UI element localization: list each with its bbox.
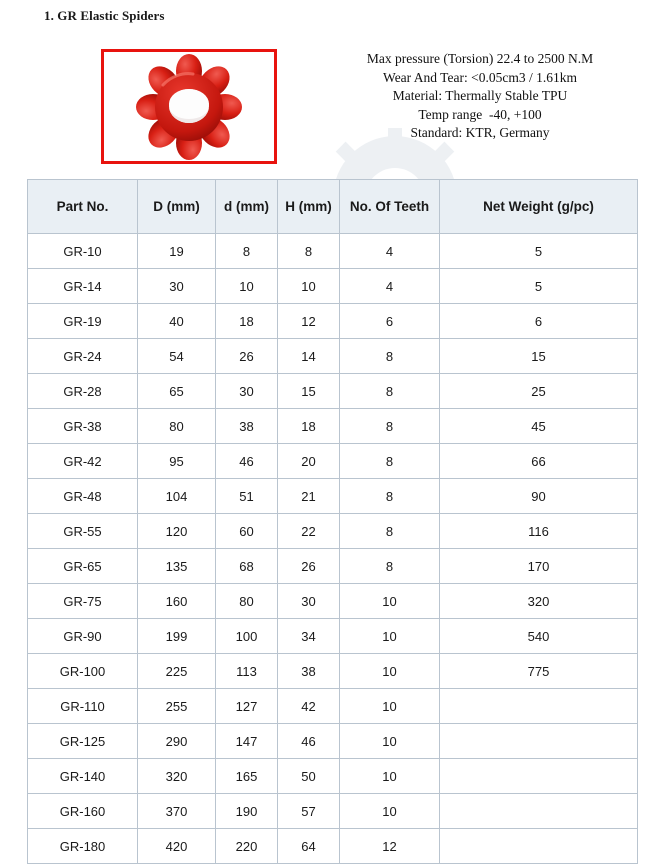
table-cell: 160: [138, 584, 216, 619]
table-row: [28, 514, 638, 549]
spec-line-pressure: Max pressure (Torsion) 22.4 to 2500 N.M: [366, 51, 594, 66]
table-cell: 38: [216, 409, 278, 444]
table-cell: 10: [340, 759, 440, 794]
table-cell: [440, 724, 638, 759]
cell-part-no: GR-48: [28, 479, 138, 514]
table-cell: 147: [216, 724, 278, 759]
table-cell: 80: [138, 409, 216, 444]
cell-part-no: GR-180: [28, 829, 138, 864]
table-cell: 12: [278, 304, 340, 339]
table-row: [28, 234, 638, 269]
table-cell: 45: [440, 409, 638, 444]
column-header-D: D (mm): [138, 180, 216, 234]
cell-part-no: GR-100: [28, 654, 138, 689]
table-cell: 116: [440, 514, 638, 549]
table-row: [28, 444, 638, 479]
table-cell: 26: [216, 339, 278, 374]
cell-part-no: GR-65: [28, 549, 138, 584]
table-cell: 8: [278, 234, 340, 269]
table-cell: 57: [278, 794, 340, 829]
table-cell: 66: [440, 444, 638, 479]
table-cell: 5: [440, 234, 638, 269]
table-cell: 4: [340, 234, 440, 269]
table-cell: 100: [216, 619, 278, 654]
table-cell: 30: [216, 374, 278, 409]
table-cell: 14: [278, 339, 340, 374]
table-cell: 135: [138, 549, 216, 584]
table-cell: [440, 829, 638, 864]
column-header-H: H (mm): [278, 180, 340, 234]
table-row: [28, 829, 638, 864]
table-cell: [440, 759, 638, 794]
table-cell: 8: [340, 374, 440, 409]
cell-part-no: GR-110: [28, 689, 138, 724]
spec-line-temp: Temp range -40, +100: [418, 106, 542, 122]
column-header-d: d (mm): [216, 180, 278, 234]
table-cell: 25: [440, 374, 638, 409]
table-cell: 420: [138, 829, 216, 864]
table-cell: 40: [138, 304, 216, 339]
table-cell: 19: [138, 234, 216, 269]
table-cell: 10: [340, 794, 440, 829]
table-cell: 10: [340, 689, 440, 724]
product-specifications: [330, 50, 630, 143]
table-row: [28, 584, 638, 619]
table-cell: 51: [216, 479, 278, 514]
table-cell: 10: [340, 619, 440, 654]
table-cell: 30: [138, 269, 216, 304]
table-row: [28, 759, 638, 794]
elastic-spider-illustration: [104, 52, 274, 161]
table-cell: 6: [340, 304, 440, 339]
column-header-net-weight: Net Weight (g/pc): [440, 180, 638, 234]
cell-part-no: GR-28: [28, 374, 138, 409]
table-cell: 290: [138, 724, 216, 759]
table-row: [28, 269, 638, 304]
table-cell: 8: [340, 339, 440, 374]
table-row: [28, 374, 638, 409]
column-header-part-no: Part No.: [28, 180, 138, 234]
table-cell: 64: [278, 829, 340, 864]
table-row: [28, 689, 638, 724]
table-cell: 120: [138, 514, 216, 549]
table-row: [28, 794, 638, 829]
table-cell: 60: [216, 514, 278, 549]
table-cell: 22: [278, 514, 340, 549]
table-cell: 320: [440, 584, 638, 619]
page-title: 1. GR Elastic Spiders: [44, 8, 165, 23]
table-cell: 34: [278, 619, 340, 654]
table-cell: [440, 689, 638, 724]
cell-part-no: GR-75: [28, 584, 138, 619]
table-cell: 220: [216, 829, 278, 864]
table-cell: 10: [340, 654, 440, 689]
table-cell: 104: [138, 479, 216, 514]
spec-line-wear: Wear And Tear: <0.05cm3 / 1.61km: [383, 69, 577, 85]
table-cell: 8: [340, 514, 440, 549]
table-cell: 199: [138, 619, 216, 654]
cell-part-no: GR-38: [28, 409, 138, 444]
table-cell: 68: [216, 549, 278, 584]
cell-part-no: GR-24: [28, 339, 138, 374]
table-cell: 255: [138, 689, 216, 724]
table-cell: 170: [440, 549, 638, 584]
cell-part-no: GR-14: [28, 269, 138, 304]
table-cell: 6: [440, 304, 638, 339]
cell-part-no: GR-19: [28, 304, 138, 339]
table-cell: 26: [278, 549, 340, 584]
table-cell: 80: [216, 584, 278, 619]
cell-part-no: GR-55: [28, 514, 138, 549]
table-cell: 775: [440, 654, 638, 689]
table-cell: 8: [340, 444, 440, 479]
table-row: [28, 339, 638, 374]
table-cell: 42: [278, 689, 340, 724]
table-cell: 127: [216, 689, 278, 724]
spider-dimensions-table: [27, 179, 638, 864]
table-cell: 21: [278, 479, 340, 514]
table-cell: 370: [138, 794, 216, 829]
table-cell: 10: [340, 584, 440, 619]
table-cell: 15: [440, 339, 638, 374]
cell-part-no: GR-160: [28, 794, 138, 829]
table-cell: 4: [340, 269, 440, 304]
table-row: [28, 479, 638, 514]
spec-line-standard: Standard: KTR, Germany: [410, 125, 550, 140]
table-row: [28, 654, 638, 689]
table-cell: 38: [278, 654, 340, 689]
table-cell: 5: [440, 269, 638, 304]
table-cell: 8: [340, 549, 440, 584]
table-row: [28, 619, 638, 654]
cell-part-no: GR-10: [28, 234, 138, 269]
table-cell: 95: [138, 444, 216, 479]
table-cell: 54: [138, 339, 216, 374]
table-cell: 190: [216, 794, 278, 829]
table-cell: 320: [138, 759, 216, 794]
table-cell: 113: [216, 654, 278, 689]
table-cell: 225: [138, 654, 216, 689]
column-header-teeth: No. Of Teeth: [340, 180, 440, 234]
product-image-frame: [101, 49, 277, 164]
table-cell: 8: [340, 479, 440, 514]
cell-part-no: GR-90: [28, 619, 138, 654]
table-row: [28, 409, 638, 444]
table-cell: 8: [216, 234, 278, 269]
table-cell: 46: [216, 444, 278, 479]
table-cell: 540: [440, 619, 638, 654]
table-cell: 8: [340, 409, 440, 444]
table-cell: 10: [216, 269, 278, 304]
spider-coupling-image: [104, 52, 274, 161]
table-cell: 90: [440, 479, 638, 514]
cell-part-no: GR-125: [28, 724, 138, 759]
table-row: [28, 304, 638, 339]
table-header: [28, 180, 638, 234]
table-cell: 30: [278, 584, 340, 619]
table-row: [28, 724, 638, 759]
table-cell: 20: [278, 444, 340, 479]
table-cell: 46: [278, 724, 340, 759]
table-cell: 165: [216, 759, 278, 794]
cell-part-no: GR-42: [28, 444, 138, 479]
table-cell: 10: [278, 269, 340, 304]
spec-line-material: Material: Thermally Stable TPU: [392, 88, 568, 103]
table-body: [28, 234, 638, 864]
table-cell: 10: [340, 724, 440, 759]
cell-part-no: GR-140: [28, 759, 138, 794]
table-cell: 18: [216, 304, 278, 339]
table-cell: 12: [340, 829, 440, 864]
table-row: [28, 549, 638, 584]
table-cell: 65: [138, 374, 216, 409]
table-cell: 50: [278, 759, 340, 794]
table-cell: 15: [278, 374, 340, 409]
table-cell: [440, 794, 638, 829]
table-cell: 18: [278, 409, 340, 444]
table-header-row: [28, 180, 638, 234]
